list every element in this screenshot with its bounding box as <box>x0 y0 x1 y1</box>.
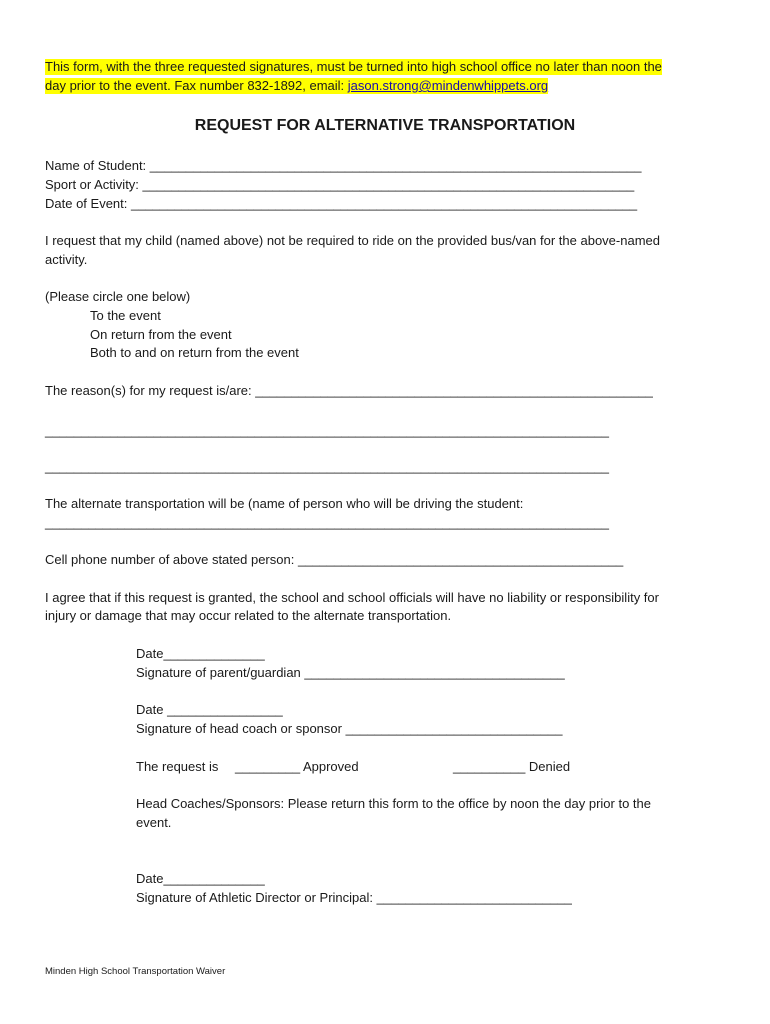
director-signature-field[interactable]: Signature of Athletic Director or Principal: ___________________________ <box>136 890 572 905</box>
student-name-field[interactable]: Name of Student: ____________________________________________________________________ <box>45 158 642 173</box>
reason-field[interactable]: The reason(s) for my request is/are: _______________________________________________________ <box>45 383 653 398</box>
return-note-line-2: event. <box>136 815 172 830</box>
request-text-line-1: I request that my child (named above) not be required to ride on the provided bus/van for the above-named <box>45 233 660 248</box>
page-title: REQUEST FOR ALTERNATIVE TRANSPORTATION <box>194 117 576 134</box>
event-date-field[interactable]: Date of Event: ______________________________________________________________________ <box>45 196 638 211</box>
alternate-label: The alternate transportation will be (name of person who will be driving the student: <box>45 496 524 511</box>
request-text-line-2: activity. <box>45 252 88 267</box>
reason-blank-2[interactable]: ______________________________________________________________________________ <box>45 459 609 474</box>
email-link[interactable]: jason.strong@mindenwhippets.org <box>347 78 549 93</box>
cell-phone-field[interactable]: Cell phone number of above stated person: _____________________________________________ <box>45 552 624 567</box>
denied-field[interactable]: __________ Denied <box>453 759 571 774</box>
agreement-line-2: injury or damage that may occur related to the alternate transportation. <box>45 608 452 623</box>
approved-field[interactable]: _________ Approved <box>235 759 359 774</box>
coach-date-field[interactable]: Date ________________ <box>136 702 283 717</box>
page-footer: Minden High School Transportation Waiver <box>45 966 226 977</box>
agreement-line-1: I agree that if this request is granted, the school and school officials will have no liability or responsibility for <box>45 590 659 605</box>
parent-date-field[interactable]: Date______________ <box>136 646 265 661</box>
sport-activity-field[interactable]: Sport or Activity: ____________________________________________________________________ <box>45 177 635 192</box>
option-both[interactable]: Both to and on return from the event <box>90 345 299 360</box>
option-to-event[interactable]: To the event <box>90 308 161 323</box>
director-date-field[interactable]: Date______________ <box>136 871 265 886</box>
notice-line-1: This form, with the three requested signatures, must be turned into high school office no later than noon the <box>45 59 662 74</box>
return-note-line-1: Head Coaches/Sponsors: Please return this form to the office by noon the day prior to the <box>136 796 651 811</box>
parent-signature-field[interactable]: Signature of parent/guardian ____________________________________ <box>136 665 565 680</box>
request-status-label: The request is <box>136 759 219 774</box>
coach-signature-field[interactable]: Signature of head coach or sponsor ______________________________ <box>136 721 563 736</box>
option-return-event[interactable]: On return from the event <box>90 327 232 342</box>
notice-line-2 <box>45 78 548 94</box>
circle-prompt: (Please circle one below) <box>45 289 191 304</box>
alternate-driver-field[interactable]: ______________________________________________________________________________ <box>45 515 609 530</box>
notice-line-2-text: day prior to the event. Fax number 832-1892, email: <box>45 78 348 93</box>
reason-blank-1[interactable]: ______________________________________________________________________________ <box>45 423 609 438</box>
